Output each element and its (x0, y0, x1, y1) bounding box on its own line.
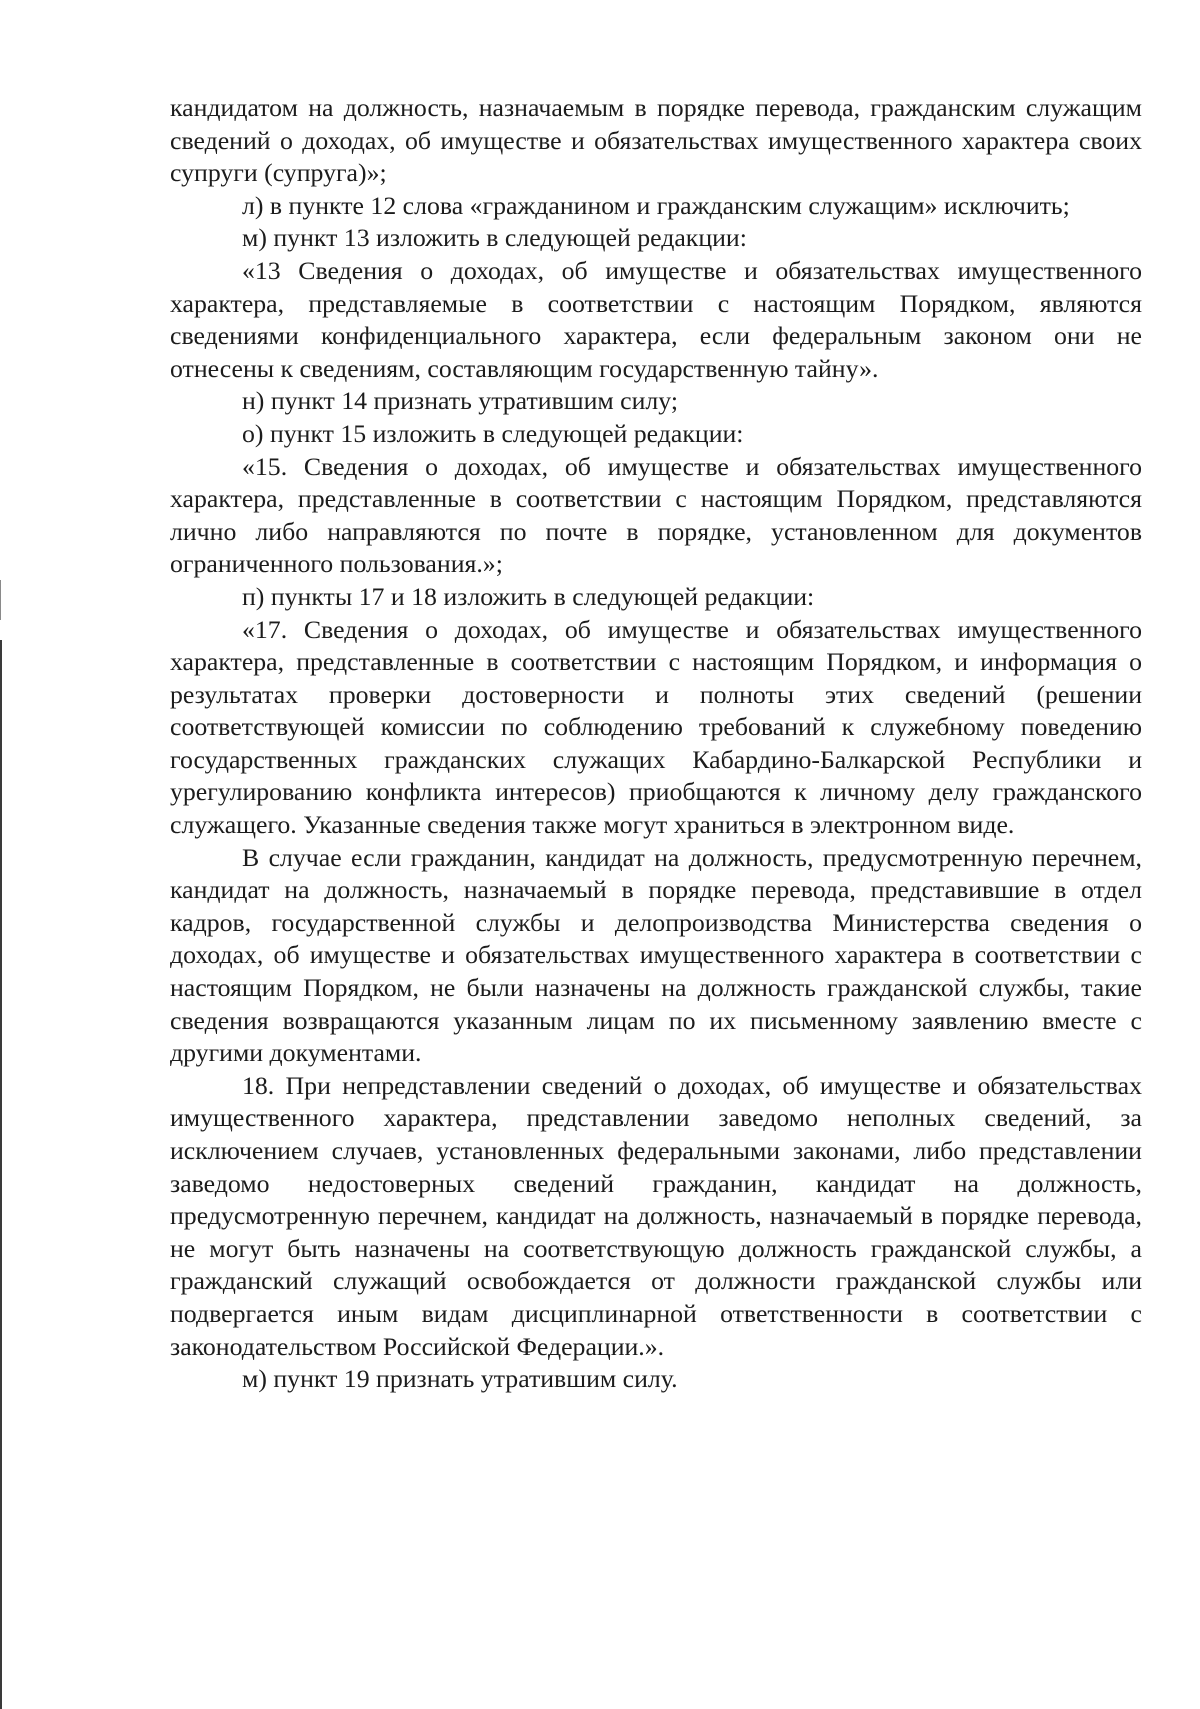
paragraph-item-m: м) пункт 13 изложить в следующей редакции: (242, 223, 747, 253)
paragraph-clause-17: «17. Сведения о доходах, об имуществе и обязательствах имущественного характера, представленные в соответствии с настоящим Порядком, и информация о результатах проверки достоверности и полноты этих сведений (решении соответствующей комиссии по соблюдению требований к служебному поведению государственных гражданских служащих Кабардино-Балкарской Республики и урегулированию конфликта интересов) приобщаются к личному делу гражданского служащего. Указанные сведения также могут храниться в электронном виде. (170, 614, 1142, 840)
paragraph-item-p: п) пункты 17 и 18 изложить в следующей редакции: (242, 581, 815, 611)
scan-artifact-edge (0, 640, 2, 1709)
paragraph-item-o: о) пункт 15 изложить в следующей редакции: (242, 418, 744, 448)
paragraph-clause-15: «15. Сведения о доходах, об имуществе и обязательствах имущественного характера, представленные в соответствии с настоящим Порядком, представляются лично либо направляются по почте в порядке, установленном для документов ограниченного пользования.»; (170, 451, 1142, 579)
paragraph-item-l: л) в пункте 12 слова «гражданином и гражданским служащим» исключить; (242, 190, 1070, 220)
scan-artifact-mark (0, 580, 1, 620)
paragraph-item-m-19: м) пункт 19 признать утратившим силу. (242, 1364, 678, 1394)
paragraph-clause-13: «13 Сведения о доходах, об имуществе и обязательствах имущественного характера, представляемые в соответствии с настоящим Порядком, являются сведениями конфиденциального характера, если федеральным законом они не отнесены к сведениям, составляющим государственную тайну». (170, 255, 1142, 383)
document-page-body (170, 92, 1142, 1396)
paragraph-clause-17-cont: В случае если гражданин, кандидат на должность, предусмотренную перечнем, кандидат на должность, назначаемый в порядке перевода, представившие в отдел кадров, государственной службы и делопроизводства Министерства сведения о доходах, об имуществе и обязательствах имущественного характера в соответствии с настоящим Порядком, не были назначены на должность гражданской службы, такие сведения возвращаются указанным лицам по их письменному заявлению вместе с другими документами. (170, 842, 1142, 1068)
paragraph-item-n: н) пункт 14 признать утратившим силу; (242, 386, 679, 416)
paragraph-clause-18: 18. При непредставлении сведений о доходах, об имуществе и обязательствах имущественного характера, представлении заведомо неполных сведений, за исключением случаев, установленных федеральными законами, либо представлении заведомо недостоверных сведений гражданин, кандидат на должность, предусмотренную перечнем, кандидат на должность, назначаемый в порядке перевода, не могут быть назначены на соответствующую должность гражданской службы, а гражданский служащий освобождается от должности гражданской службы или подвергается иным видам дисциплинарной ответственности в соответствии с законодательством Российской Федерации.». (170, 1070, 1142, 1361)
paragraph-continuation: кандидатом на должность, назначаемым в порядке перевода, гражданским служащим сведений о доходах, об имуществе и обязательствах имущественного характера своих супруги (супруга)»; (170, 93, 1142, 188)
